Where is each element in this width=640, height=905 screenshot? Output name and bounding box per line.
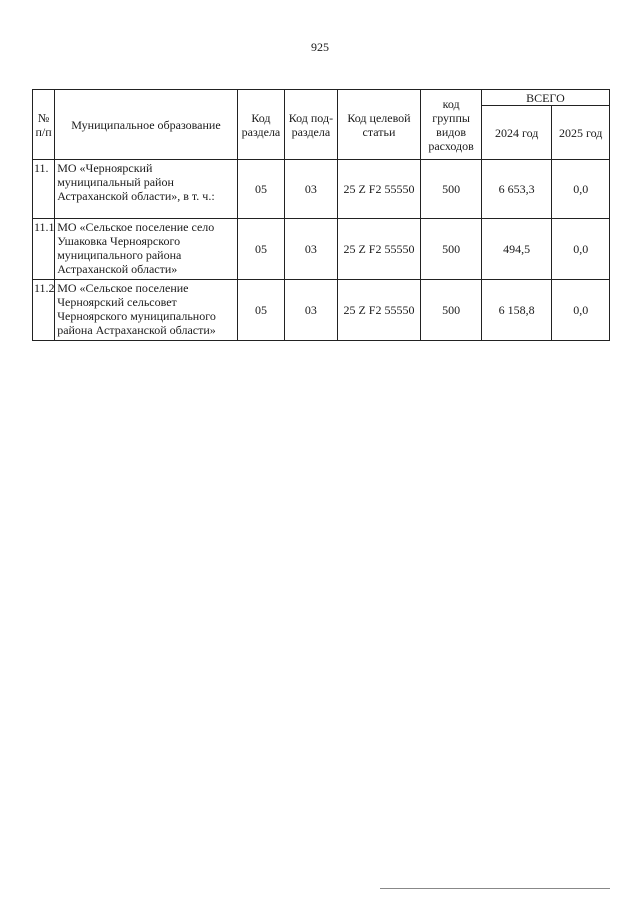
row-subsection-code: 03 — [285, 280, 337, 341]
row-year-2024: 6 158,8 — [481, 280, 552, 341]
header-expense-group-code: код группы видов расходов — [421, 90, 482, 160]
row-target-article-code: 25 Z F2 55550 — [337, 219, 421, 280]
row-year-2024: 494,5 — [481, 219, 552, 280]
row-expense-group-code: 500 — [421, 280, 482, 341]
row-target-article-code: 25 Z F2 55550 — [337, 160, 421, 219]
header-section-code: Код раздела — [237, 90, 284, 160]
row-year-2025: 0,0 — [552, 219, 610, 280]
row-num: 11. — [33, 160, 55, 219]
row-municipality: МО «Сельское поселение Черноярский сельсовет Черноярского муниципального района Астраханской области» — [55, 280, 238, 341]
row-expense-group-code: 500 — [421, 160, 482, 219]
row-municipality: МО «Черноярский муниципальный район Астраханской области», в т. ч.: — [55, 160, 238, 219]
table-row — [33, 219, 610, 280]
row-year-2024: 6 653,3 — [481, 160, 552, 219]
row-section-code: 05 — [237, 219, 284, 280]
page-footer-line — [380, 888, 610, 889]
header-target-article-code: Код целевой статьи — [337, 90, 421, 160]
row-target-article-code: 25 Z F2 55550 — [337, 280, 421, 341]
row-year-2025: 0,0 — [552, 160, 610, 219]
header-subsection-code: Код под-раздела — [285, 90, 337, 160]
table-row — [33, 280, 610, 341]
table-header — [33, 90, 610, 160]
row-expense-group-code: 500 — [421, 219, 482, 280]
header-municipality: Муниципальное образование — [55, 90, 238, 160]
header-num: № п/п — [33, 90, 55, 160]
row-section-code: 05 — [237, 160, 284, 219]
page-number: 925 — [311, 40, 329, 54]
table-row — [33, 160, 610, 219]
row-subsection-code: 03 — [285, 219, 337, 280]
header-year-2024: 2024 год — [481, 106, 552, 160]
budget-allocation-table — [32, 89, 610, 341]
row-municipality: МО «Сельское поселение село Ушаковка Черноярского муниципального района Астраханской области» — [55, 219, 238, 280]
row-num: 11.1 — [33, 219, 55, 280]
table-body — [33, 160, 610, 341]
row-year-2025: 0,0 — [552, 280, 610, 341]
header-year-2025: 2025 год — [552, 106, 610, 160]
row-section-code: 05 — [237, 280, 284, 341]
row-num: 11.2 — [33, 280, 55, 341]
header-total: ВСЕГО — [481, 90, 609, 106]
row-subsection-code: 03 — [285, 160, 337, 219]
